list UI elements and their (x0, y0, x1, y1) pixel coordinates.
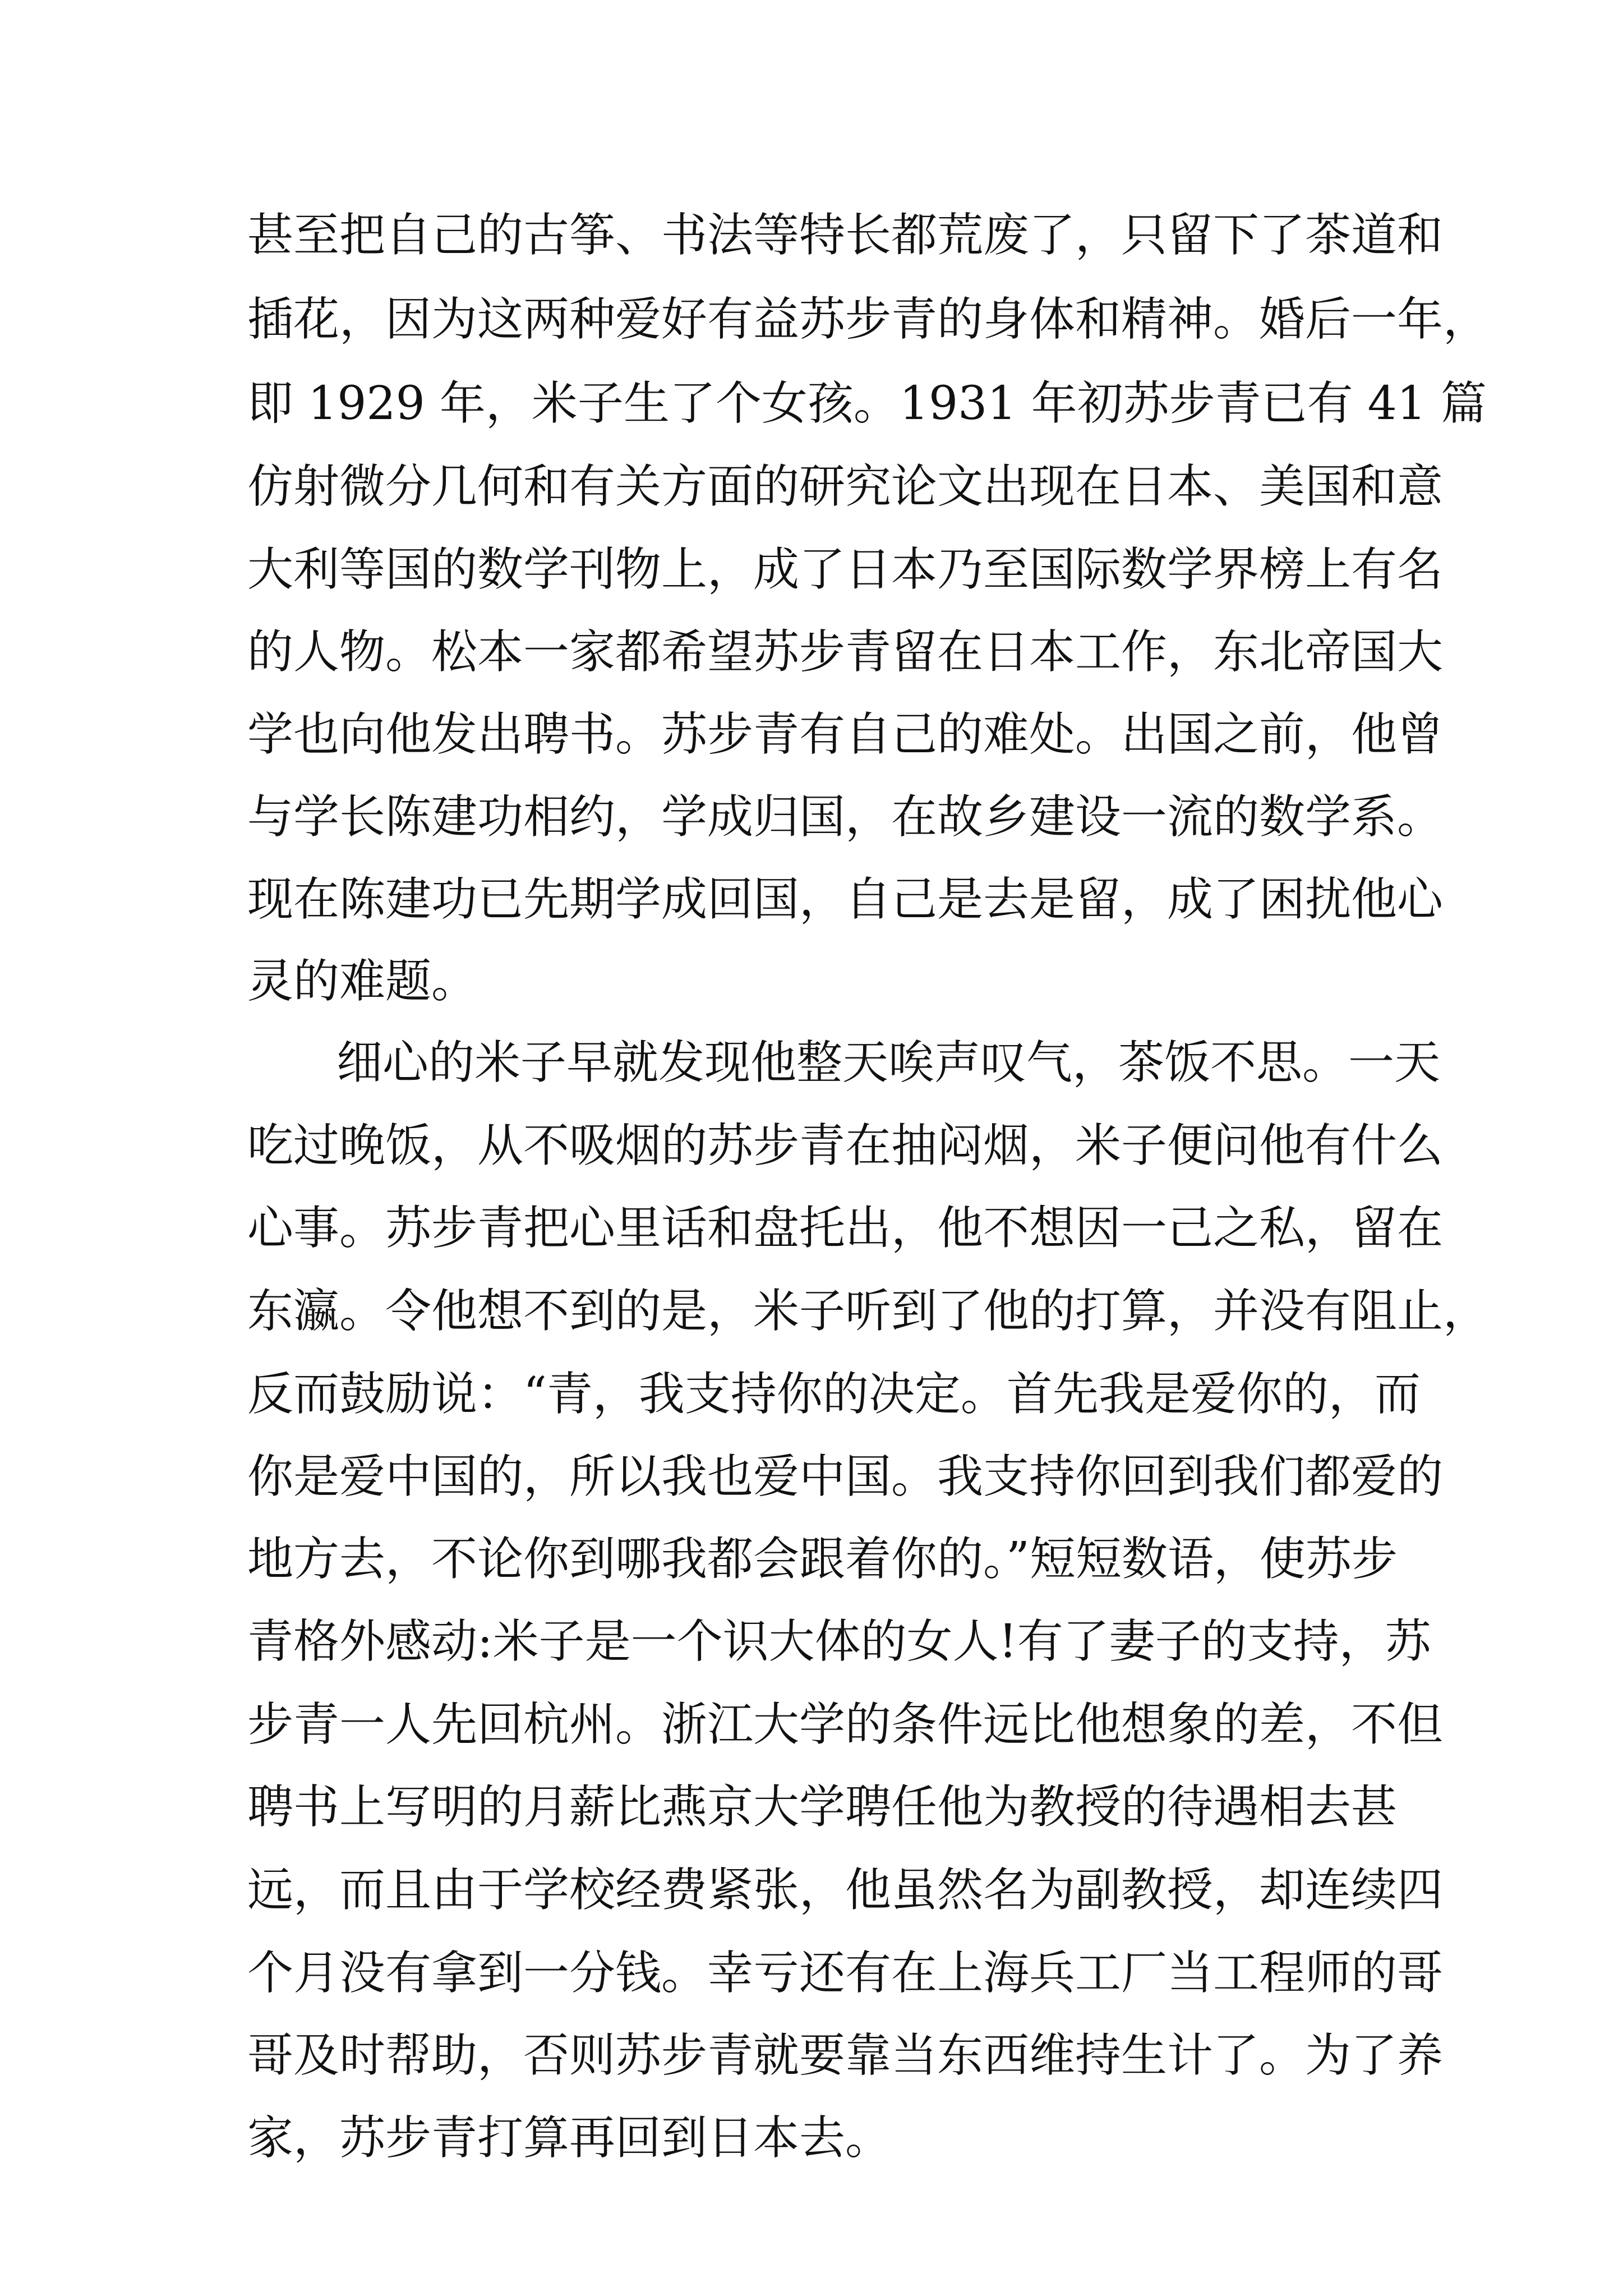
text-line: 哥及时帮助，否则苏步青就要靠当东西维持生计了。为了养 (247, 2029, 1444, 2082)
text-line: 甚至把自己的古筝、书法等特长都荒废了，只留下了茶道和 (247, 209, 1444, 262)
text-line: 插花，因为这两种爱好有益苏步青的身体和精神。婚后一年， (247, 293, 1490, 346)
paragraph-first-line: 细心的米子早就发现他整天唉声叹气，茶饭不思。一天 (336, 1036, 1441, 1089)
text-line: 仿射微分几何和有关方面的研究论文出现在日本、美国和意 (247, 460, 1444, 513)
text-line: 即 1929 年，米子生了个女孩。1931 年初苏步青已有 41 篇 (247, 377, 1487, 430)
text-line: 远，而且由于学校经费紧张，他虽然名为副教授，却连续四 (247, 1864, 1444, 1917)
text-line: 反而鼓励说：“青，我支持你的决定。首先我是爱你的，而 (247, 1368, 1421, 1421)
text-line: 聘书上写明的月薪比燕京大学聘任他为教授的待遇相去甚 (247, 1780, 1398, 1834)
text-line: 步青一人先回杭州。浙江大学的条件远比他想象的差，不但 (247, 1698, 1444, 1751)
text-line: 吃过晚饭，从不吸烟的苏步青在抽闷烟，米子便问他有什么 (247, 1119, 1444, 1172)
text-line: 青格外感动:米子是一个识大体的女人!有了妻子的支持，苏 (247, 1615, 1431, 1668)
text-line: 大利等国的数学刊物上，成了日本乃至国际数学界榜上有名 (247, 543, 1444, 596)
text-line: 灵的难题。 (247, 955, 478, 1008)
text-line: 地方去，不论你到哪我都会跟着你的。”短短数语，使苏步 (247, 1533, 1398, 1586)
text-line: 你是爱中国的，所以我也爱中国。我支持你回到我们都爱的 (247, 1450, 1444, 1503)
text-line: 家，苏步青打算再回到日本去。 (247, 2111, 892, 2165)
text-line: 现在陈建功已先期学成回国，自己是去是留，成了困扰他心 (247, 873, 1444, 926)
text-line: 与学长陈建功相约，学成归国，在故乡建设一流的数学系。 (247, 790, 1444, 844)
text-line: 学也向他发出聘书。苏步青有自己的难处。出国之前，他曾 (247, 708, 1444, 761)
text-line: 心事。苏步青把心里话和盘托出，他不想因一己之私，留在 (247, 1202, 1444, 1255)
text-line: 的人物。松本一家都希望苏步青留在日本工作，东北帝国大 (247, 625, 1444, 679)
text-line: 个月没有拿到一分钱。幸亏还有在上海兵工厂当工程师的哥 (247, 1947, 1444, 2000)
text-line: 东瀛。令他想不到的是，米子听到了他的打算，并没有阻止， (247, 1285, 1490, 1338)
